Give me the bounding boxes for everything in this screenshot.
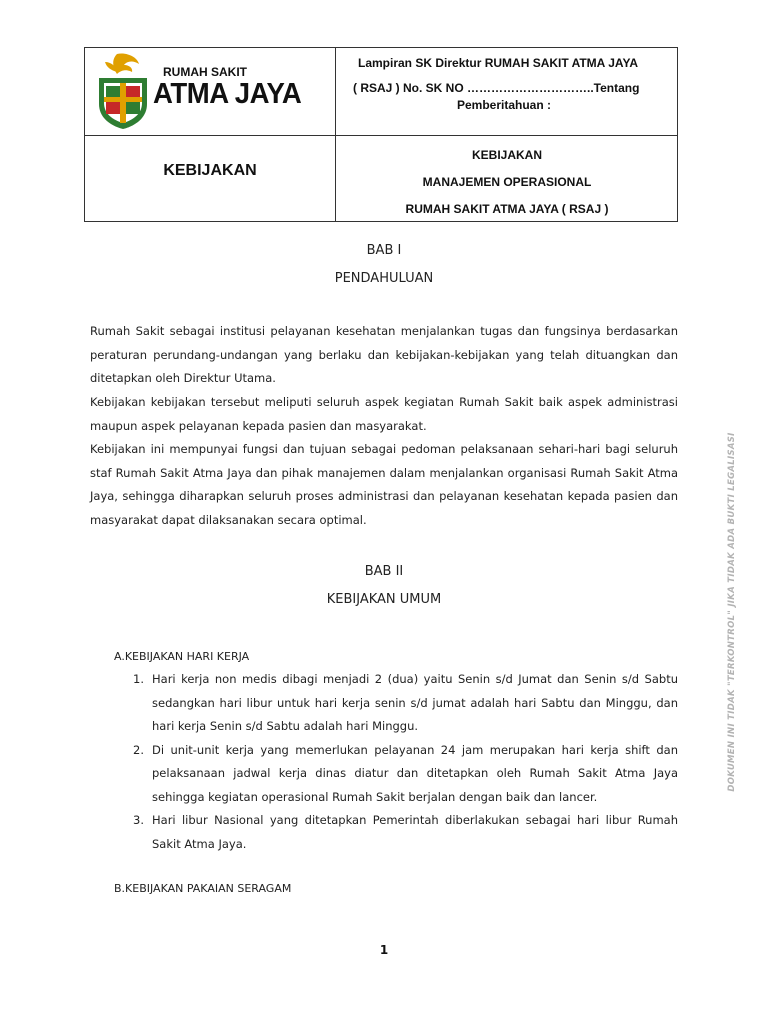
- bab1-paragraph-3: Kebijakan ini mempunyai fungsi dan tujuan sebagai pedoman pelaksanaan sehari-hari bagi seluruh staf Rumah Sakit Atma Jaya dan pihak manajemen dalam menjalankan organisasi Rumah Sakit Atma Jaya, sehingga diharapkan seluruh proses administrasi dan pelayanan kesehatan kepada pasien dan masyarakat dapat dilaksanakan secara optimal.: [90, 442, 678, 527]
- list-item: [130, 739, 678, 810]
- list-item: [130, 668, 678, 739]
- logo-subtitle: RUMAH SAKIT: [163, 65, 247, 79]
- bab1-paragraph-1: Rumah Sakit sebagai institusi pelayanan kesehatan menjalankan tugas dan fungsinya berdasarkan peraturan perundang-undangan yang berlaku dan kebijakan-kebijakan yang telah dituangkan dan ditetapkan oleh Direktur Utama.: [90, 324, 678, 385]
- policy-line-3: RUMAH SAKIT ATMA JAYA ( RSAJ ): [405, 202, 609, 216]
- list-item-number: 2.: [133, 742, 144, 757]
- bab1-paragraph-2: Kebijakan kebijakan tersebut meliputi seluruh aspek kegiatan Rumah Sakit baik aspek administrasi maupun aspek pelayanan kepada pasien dan masyarakat.: [90, 395, 678, 433]
- logo-title: ATMA JAYA: [153, 78, 302, 110]
- page-number: 1: [379, 943, 389, 957]
- bab1-number: BAB I: [366, 243, 402, 258]
- bab1-title: PENDAHULUAN: [334, 271, 434, 286]
- bab2-number: BAB II: [364, 564, 404, 579]
- logo-cell: [85, 48, 335, 135]
- policy-title-cell: [336, 136, 678, 222]
- header-table: [84, 47, 678, 222]
- hospital-logo-icon: [97, 52, 149, 130]
- hari-kerja-list: [130, 668, 678, 856]
- kebijakan-cell: [85, 136, 335, 222]
- list-item-text: Hari libur Nasional yang ditetapkan Pemerintah diberlakukan sebagai hari libur Rumah Sakit Atma Jaya.: [152, 813, 678, 851]
- lampiran-cell: [336, 48, 678, 135]
- list-item-number: 3.: [133, 813, 144, 827]
- lampiran-line-2: ( RSAJ ) No. SK NO …………………………..Tentang: [353, 81, 640, 95]
- policy-line-1: KEBIJAKAN: [471, 148, 542, 162]
- list-item: [130, 809, 678, 856]
- policy-line-2: MANAJEMEN OPERASIONAL: [422, 175, 592, 189]
- bab2-title: KEBIJAKAN UMUM: [326, 592, 442, 607]
- legalization-watermark: DOKUMEN INI TIDAK "TERKONTROL" JIKA TIDAK ADA BUKTI LEGALISASI: [727, 432, 737, 792]
- lampiran-line-3: Pemberitahuan :: [457, 98, 552, 112]
- list-item-text: Di unit-unit kerja yang memerlukan pelayanan 24 jam merupakan hari kerja shift dan pelaksanaan jadwal kerja dinas diatur dan ditetapkan oleh Rumah Sakit Atma Jaya sehingga kegiatan operasional Rumah Sakit berjalan dengan baik dan lancer.: [152, 742, 678, 804]
- list-item-text: Hari kerja non medis dibagi menjadi 2 (dua) yaitu Senin s/d Jumat dan Senin s/d Sabtu sedangkan hari libur untuk hari kerja senin s/d jumat adalah hari Sabtu dan Minggu, dan hari kerja Senin s/d Sabtu adalah hari Minggu.: [152, 672, 678, 733]
- list-item-number: 1.: [133, 672, 144, 686]
- section-b-heading: B.KEBIJAKAN PAKAIAN SERAGAM: [114, 882, 292, 895]
- kebijakan-label: KEBIJAKAN: [163, 162, 257, 179]
- section-a-heading: A.KEBIJAKAN HARI KERJA: [114, 650, 250, 663]
- lampiran-line-1: Lampiran SK Direktur RUMAH SAKIT ATMA JAYA: [358, 56, 639, 70]
